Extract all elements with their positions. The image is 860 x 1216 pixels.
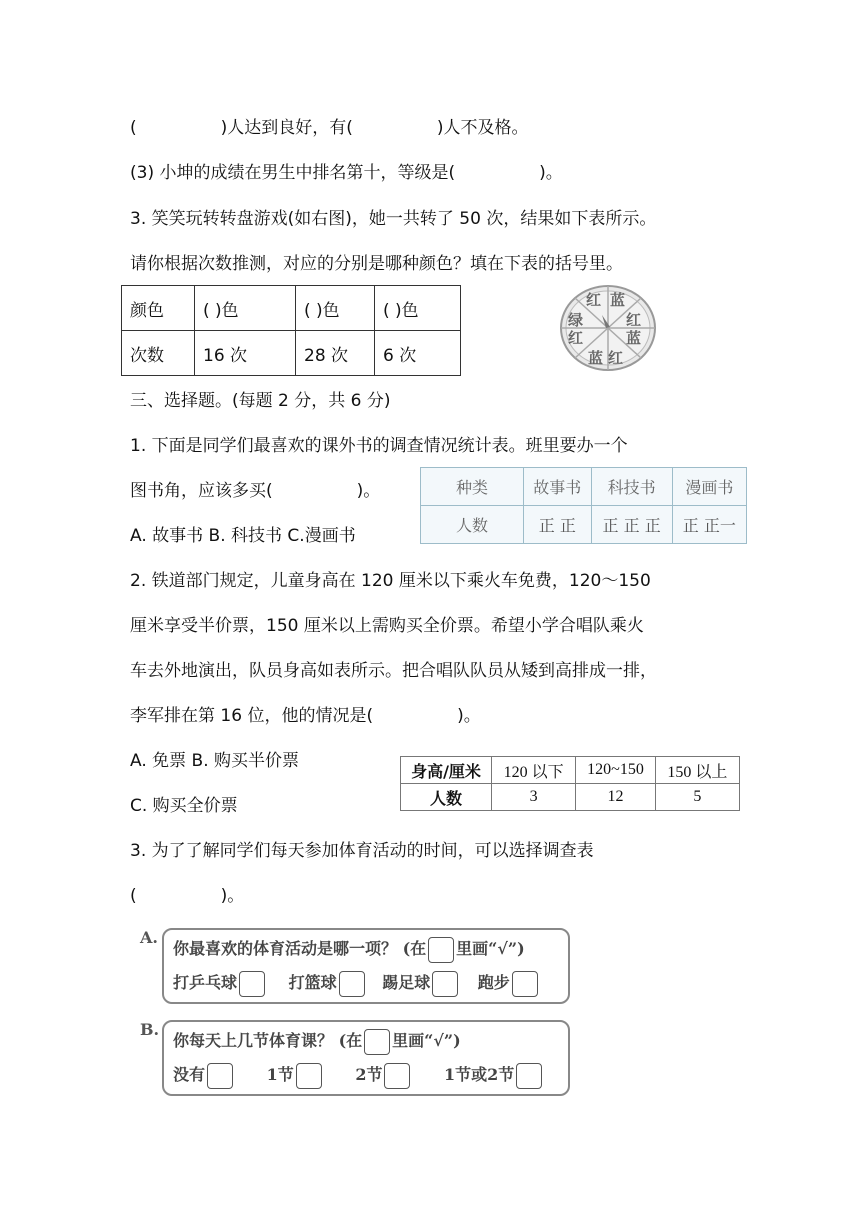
table-row xyxy=(401,784,740,811)
wheel-label: 红 xyxy=(626,311,642,329)
table-row xyxy=(122,286,461,331)
option-letter-a: A. xyxy=(140,928,158,947)
height-table xyxy=(400,756,740,811)
option-label: 踢足球 xyxy=(382,973,431,992)
wheel-label: 蓝 xyxy=(626,329,642,347)
question-2-options: A. 免票 B. 购买半价票 xyxy=(130,751,300,771)
checkbox[interactable] xyxy=(516,1063,542,1089)
text-segment: (3) 小坤的成绩在男生中排名第十，等级是( xyxy=(130,163,456,183)
table-cell: 人数 xyxy=(421,506,524,544)
text-segment: 图书角，应该多买( xyxy=(130,481,273,501)
text-segment: )。 xyxy=(220,886,245,906)
table-cell: 6 次 xyxy=(375,331,461,376)
table-row xyxy=(122,331,461,376)
text-segment: ( xyxy=(130,886,137,906)
text-segment: )人达到良好，有( xyxy=(220,118,353,138)
option-letter-b: B. xyxy=(140,1020,160,1039)
table-cell: 颜色 xyxy=(122,286,195,331)
table-header-cell: 120 以下 xyxy=(492,757,576,784)
text-segment: 你每天上几节体育课？ (在 xyxy=(173,1031,363,1050)
option-label: 跑步 xyxy=(477,973,510,992)
table-header-cell: 种类 xyxy=(421,468,524,506)
wheel-label: 红 xyxy=(568,329,584,347)
question-1-options: A. 故事书 B. 科技书 C.漫画书 xyxy=(130,526,356,546)
checkbox[interactable] xyxy=(512,971,538,997)
text-segment: )人不及格。 xyxy=(436,118,529,138)
checkbox-icon xyxy=(364,1029,390,1055)
tally-cell: 正 正一 xyxy=(672,506,746,544)
paren-open: ( xyxy=(130,118,137,138)
table-cell: 人数 xyxy=(401,784,492,811)
card-question xyxy=(173,1028,461,1055)
fill-line-grade xyxy=(130,117,529,139)
question-3-part xyxy=(130,162,563,184)
color-answer-cell[interactable]: ( )色 xyxy=(375,286,461,331)
section-heading: 三、选择题。(每题 2 分，共 6 分) xyxy=(130,391,391,411)
checkbox[interactable] xyxy=(296,1063,322,1089)
card-options xyxy=(173,1062,544,1089)
option-label: 1节 xyxy=(266,1065,294,1084)
table-header-cell: 120~150 xyxy=(576,757,656,784)
spinner-instruction: 请你根据次数推测，对应的分别是哪种颜色？填在下表的括号里。 xyxy=(130,254,623,274)
text-segment: 里画“√”) xyxy=(392,1031,461,1050)
spinner-question: 3. 笑笑玩转转盘游戏(如右图)，她一共转了 50 次，结果如下表所示。 xyxy=(130,209,657,229)
text-segment: 里画“√”) xyxy=(456,939,525,958)
text-segment: 你最喜欢的体育活动是哪一项？ (在 xyxy=(173,939,427,958)
question-2-options: C. 购买全价票 xyxy=(130,796,238,816)
option-label: 没有 xyxy=(173,1065,206,1084)
table-cell: 次数 xyxy=(122,331,195,376)
table-header-cell: 故事书 xyxy=(524,468,592,506)
text-segment: )。 xyxy=(457,706,481,726)
spinner-wheel xyxy=(558,283,660,373)
checkbox[interactable] xyxy=(432,971,458,997)
card-question xyxy=(173,936,525,963)
question-1-text: 1. 下面是同学们最喜欢的课外书的调查情况统计表。班里要办一个 xyxy=(130,436,628,456)
wheel-label: 绿 xyxy=(568,311,584,329)
checkbox[interactable] xyxy=(207,1063,233,1089)
table-cell: 28 次 xyxy=(296,331,375,376)
color-answer-cell[interactable]: ( )色 xyxy=(195,286,296,331)
text-segment: )。 xyxy=(356,481,381,501)
checkbox[interactable] xyxy=(239,971,265,997)
table-cell: 3 xyxy=(492,784,576,811)
books-survey-table xyxy=(420,467,747,544)
option-label: 打篮球 xyxy=(288,973,337,992)
text-segment: 李军排在第 16 位，他的情况是( xyxy=(130,706,374,726)
tally-cell: 正 正 xyxy=(524,506,592,544)
checkbox[interactable] xyxy=(384,1063,410,1089)
question-2-text: 2. 铁道部门规定，儿童身高在 120 厘米以下乘火车免费，120～150 xyxy=(130,571,651,591)
checkbox[interactable] xyxy=(339,971,365,997)
question-3-text: 3. 为了了解同学们每天参加体育活动的时间，可以选择调查表 xyxy=(130,841,594,861)
question-1-text xyxy=(130,480,380,502)
table-header-cell: 漫画书 xyxy=(672,468,746,506)
color-answer-cell[interactable]: ( )色 xyxy=(296,286,375,331)
wheel-label: 蓝 xyxy=(588,349,604,367)
table-cell: 5 xyxy=(655,784,739,811)
option-label: 1节或2节 xyxy=(444,1065,515,1084)
survey-card-b[interactable] xyxy=(162,1020,570,1096)
question-2-text xyxy=(130,705,481,727)
tally-cell: 正 正 正 xyxy=(591,506,672,544)
option-label: 2节 xyxy=(355,1065,383,1084)
wheel-label: 红 xyxy=(586,291,602,309)
wheel-label: 蓝 xyxy=(610,291,626,309)
wheel-label: 红 xyxy=(608,349,624,367)
table-cell: 12 xyxy=(576,784,656,811)
table-row xyxy=(421,468,747,506)
table-header-cell: 身高/厘米 xyxy=(401,757,492,784)
question-3-text xyxy=(130,885,244,907)
spin-result-table xyxy=(121,285,461,376)
question-2-text: 车去外地演出，队员身高如表所示。把合唱队队员从矮到高排成一排， xyxy=(130,661,657,681)
checkbox-icon xyxy=(428,937,454,963)
table-cell: 16 次 xyxy=(195,331,296,376)
table-header-cell: 150 以上 xyxy=(655,757,739,784)
card-options xyxy=(173,970,540,997)
table-header-cell: 科技书 xyxy=(591,468,672,506)
text-segment: )。 xyxy=(539,163,563,183)
survey-card-a[interactable] xyxy=(162,928,570,1004)
question-2-text: 厘米享受半价票，150 厘米以上需购买全价票。希望小学合唱队乘火 xyxy=(130,616,644,636)
option-label: 打乒乓球 xyxy=(173,973,238,992)
table-row xyxy=(401,757,740,784)
table-row xyxy=(421,506,747,544)
